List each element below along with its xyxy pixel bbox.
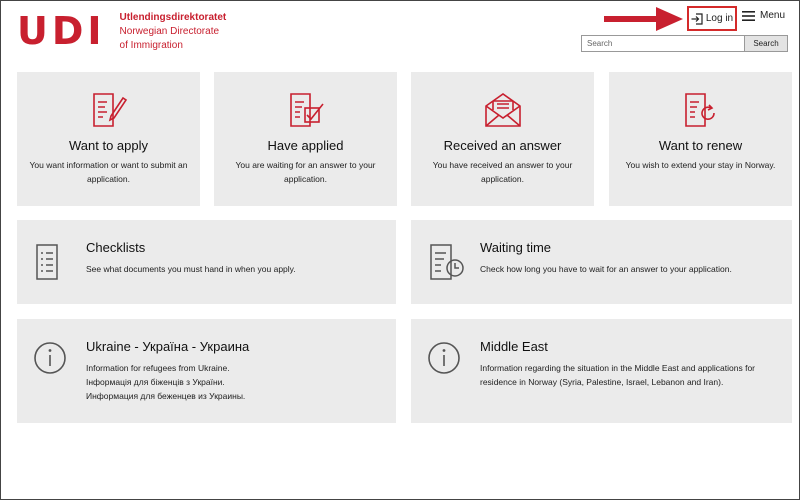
card-title: Want to apply [68,138,148,153]
hamburger-icon [742,11,755,21]
card-have-applied[interactable] [214,72,397,206]
card-title: Want to renew [658,138,743,153]
logo-text [120,11,227,53]
login-button[interactable] [687,6,737,31]
info-icon [427,341,461,375]
card-middle-east[interactable] [411,319,792,423]
card-description: You wish to extend your stay in Norway. [625,160,776,170]
card-checklists[interactable] [17,220,396,304]
card-title: Ukraine - Україна - Украина [86,339,250,354]
card-description: Check how long you have to wait for an answer to your application. [480,264,732,274]
search-input[interactable] [581,35,744,52]
udi-logo[interactable] [17,11,226,53]
card-description [86,361,386,403]
desc-line-ukrainian: Інформація для біженців з України. [86,377,225,387]
card-title: Checklists [86,240,146,255]
card-description: You are waiting for an answer to your application. [235,160,376,184]
document-edit-icon [89,90,129,130]
envelope-open-icon [483,90,523,130]
checklist-icon [33,242,69,282]
logo-mark: UDI [17,9,106,53]
document-check-icon [286,90,326,130]
card-title: Received an answer [443,138,562,153]
card-title: Middle East [480,339,548,354]
card-received-answer[interactable] [411,72,594,206]
annotation-arrow-icon [604,7,684,31]
site-header [1,1,800,71]
document-renew-icon [681,90,721,130]
card-description: You have received an answer to your application. [432,160,573,184]
search-button[interactable]: Search [744,35,788,52]
card-description: You want information or want to submit an application. [29,160,188,184]
card-ukraine[interactable] [17,319,396,423]
login-label: Log in [705,13,734,24]
search-bar [581,35,788,52]
card-title: Waiting time [480,240,552,255]
menu-button[interactable] [742,10,785,21]
desc-line-english: Information for refugees from Ukraine. [86,363,230,373]
document-clock-icon [427,242,467,282]
logo-line-3: of Immigration [119,40,183,51]
card-description: Information regarding the situation in the Middle East and applications for residence in Norway (Syria, Palestine, Israel, Lebanon and Iran). [480,363,755,387]
desc-line-russian: Информация для беженцев из Украины. [86,391,246,401]
info-icon [33,341,67,375]
card-want-to-renew[interactable] [609,72,792,206]
logo-line-1: Utlendingsdirektoratet [119,12,227,23]
card-want-to-apply[interactable] [17,72,200,206]
menu-label: Menu [760,10,786,21]
card-title: Have applied [267,138,344,153]
login-icon [691,13,703,25]
card-waiting-time[interactable] [411,220,792,304]
card-description: See what documents you must hand in when you apply. [86,264,296,274]
logo-line-2: Norwegian Directorate [119,26,220,37]
